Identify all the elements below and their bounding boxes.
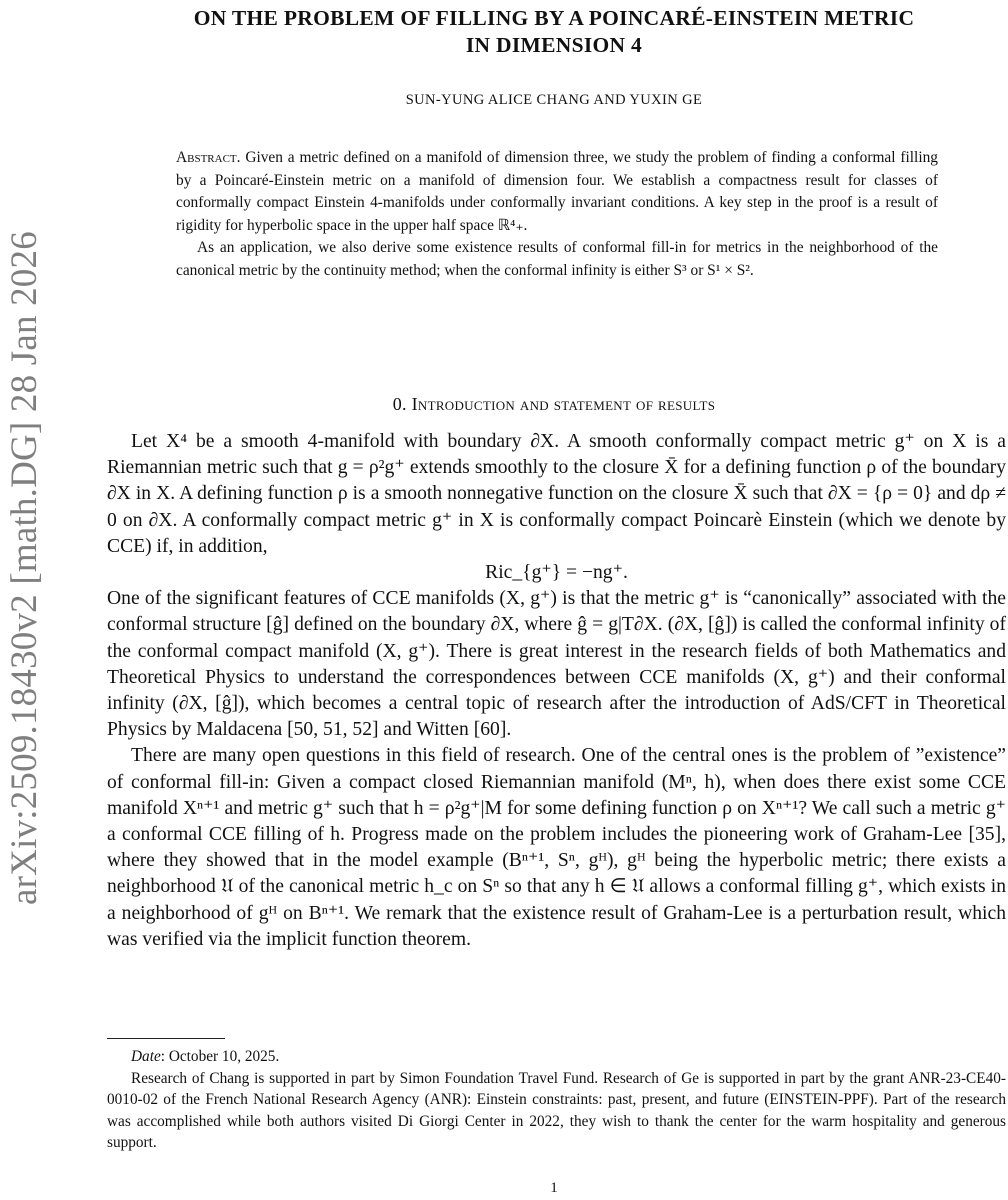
footnote-rule xyxy=(107,1038,225,1039)
display-equation: Ric_{g⁺} = −ng⁺. xyxy=(485,562,628,584)
date-label: Date xyxy=(131,1048,161,1065)
footnotes xyxy=(107,1046,1006,1154)
body-paragraph-1: Let X⁴ be a smooth 4-manifold with boundary ∂X. A smooth conformally compact metric g⁺ on X is a Riemannian metric such that g = ρ²g⁺ extends smoothly to the closure X̄ for a defining function ρ of the boundary ∂X in X. A defining function ρ is a smooth nonnegative function on the closure X̄ such that ∂X = {ρ = 0} and dρ ≠ 0 on ∂X. A conformally compact metric g⁺ in X is conformally compact Poincarè Einstein (which we denote by CCE) if, in addition, xyxy=(107,431,1006,557)
date-value: October 10, 2025. xyxy=(168,1048,280,1065)
abstract-text-1: Given a metric defined on a manifold of dimension three, we study the problem of finding a conformal filling by a Poincaré-Einstein metric on a manifold of dimension four. We establish a compactness result for classes of conformally compact Einstein 4-manifolds under conformally invariant conditions. A key step in the proof is a result of rigidity for hyperbolic space in the upper half space ℝ⁴₊. xyxy=(176,149,938,234)
section-number: 0. xyxy=(392,394,407,414)
abstract-label: Abstract. xyxy=(176,149,241,166)
footnote-date: Date: October 10, 2025. xyxy=(131,1048,280,1065)
section-heading xyxy=(100,394,1008,415)
paper-authors: SUN-YUNG ALICE CHANG AND YUXIN GE xyxy=(405,92,703,108)
footnote-funding: Research of Chang is supported in part by Simon Foundation Travel Fund. Research of Ge is supported in part by the grant ANR-23-CE40-0010-02 of the French National Research Agency (ANR): Einstein constraints: past, present, and future (EINSTEIN-PPF). Part of the research was accomplished while both authors visited Di Giorgi Center in 2022, they wish to thank the center for the warm hospitality and generous support. xyxy=(107,1069,1006,1151)
abstract-paragraph-2: As an application, we also derive some existence results of conformal fill-in for metrics in the neighborhood of the canonical metric by the continuity method; when the conformal infinity is either S³ or S¹ × S². xyxy=(176,239,938,279)
paper-title-line-1: ON THE PROBLEM OF FILLING BY A POINCARÉ-EINSTEIN METRIC xyxy=(193,6,915,30)
body-paragraph-2: One of the significant features of CCE manifolds (X, g⁺) is that the metric g⁺ is “canonically” associated with the conformal structure [ĝ] defined on the boundary ∂X, where ĝ = g|T∂X. (∂X, [ĝ]) is called the conformal infinity of the conformal compact manifold (X, g⁺). There is great interest in the research fields of both Mathematics and Theoretical Physics to understand the correspondences between CCE manifolds (X, g⁺) and their conformal infinity (∂X, [ĝ]), which becomes a central topic of research after the introduction of AdS/CFT in Theoretical Physics by Maldacena [50, 51, 52] and Witten [60]. xyxy=(107,588,1006,741)
abstract xyxy=(176,147,938,282)
page-number: 1 xyxy=(550,1180,558,1196)
main-body xyxy=(107,429,1006,953)
arxiv-identifier-stamp: arXiv:2509.18430v2 [math.DG] 28 Jan 2026 xyxy=(4,231,45,905)
section-title: Introduction and statement of results xyxy=(411,394,716,414)
abstract-paragraph-1 xyxy=(176,147,938,237)
body-paragraph-3: There are many open questions in this field of research. One of the central ones is the problem of ”existence” of conformal fill-in: Given a compact closed Riemannian manifold (Mⁿ, h), when does there exist some CCE manifold Xⁿ⁺¹ and metric g⁺ such that h = ρ²g⁺|M for some defining function ρ on Xⁿ⁺¹? We call such a metric g⁺ a conformal CCE filling of h. Progress made on the problem includes the pioneering work of Graham-Lee [35], where they showed that in the model example (Bⁿ⁺¹, Sⁿ, gᴴ), gᴴ being the hyperbolic metric; there exists a neighborhood 𝔘 of the canonical metric h_c on Sⁿ so that any h ∈ 𝔘 allows a conformal filling g⁺, which exists in a neighborhood of gᴴ on Bⁿ⁺¹. We remark that the existence result of Graham-Lee is a perturbation result, which was verified via the implicit function theorem. xyxy=(107,745,1006,950)
paper-title-line-2: IN DIMENSION 4 xyxy=(465,33,643,57)
